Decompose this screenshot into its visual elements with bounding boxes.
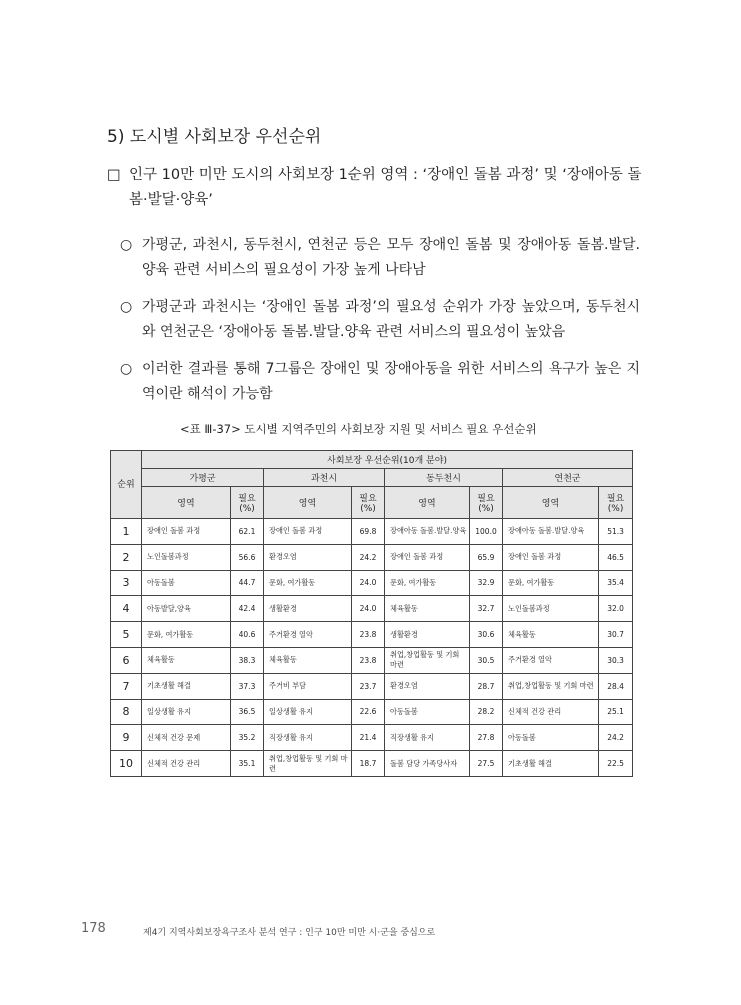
area-cell: 노인돌봄과정 [503,596,599,622]
value-cell: 27.8 [470,725,503,751]
section-title: 5) 도시별 사회보장 우선순위 [107,127,322,147]
area-cell: 장애인 돌봄 과정 [385,544,470,570]
area-cell: 아동돌봄 [385,699,470,725]
need-col-header: 필요 (%) [599,487,633,519]
area-cell: 문화, 여가활동 [385,570,470,596]
table-row [111,596,633,622]
value-cell: 28.7 [470,673,503,699]
area-cell: 아동돌봄 [503,725,599,751]
table-row [111,519,633,545]
area-col-header: 영역 [264,487,352,519]
value-cell: 51.3 [599,519,633,545]
group-header: 사회보장 우선순위(10개 분야) [142,451,633,469]
area-col-header: 영역 [385,487,470,519]
need-col-header: 필요 (%) [470,487,503,519]
sub-bullet-2 [120,295,640,345]
area-cell: 신체적 건강 관리 [503,699,599,725]
value-cell: 32.9 [470,570,503,596]
area-cell: 장애아동 돌봄.발달.양육 [503,519,599,545]
value-cell: 28.2 [470,699,503,725]
value-cell: 24.2 [352,544,385,570]
city-header-dongducheon: 동두천시 [385,469,503,487]
table-caption: <표 Ⅲ-37> 도시별 지역주민의 사회보장 지원 및 서비스 필요 우선순위 [180,422,537,436]
area-cell: 체육활동 [142,647,231,673]
area-cell: 체육활동 [264,647,352,673]
area-cell: 체육활동 [385,596,470,622]
area-cell: 문화, 여가활동 [142,622,231,648]
area-cell: 장애인 돌봄 과정 [503,544,599,570]
area-cell: 취업,창업활동 및 기회 마련 [385,647,470,673]
area-cell: 문화, 여가활동 [503,570,599,596]
area-cell: 장애인 돌봄 과정 [264,519,352,545]
area-cell: 직장생활 유지 [385,725,470,751]
rank-cell: 8 [111,699,142,725]
area-cell: 직장생활 유지 [264,725,352,751]
rank-cell: 7 [111,673,142,699]
area-cell: 일상생활 유지 [142,699,231,725]
table-row [111,544,633,570]
table-row [111,751,633,777]
value-cell: 56.6 [231,544,264,570]
value-cell: 37.3 [231,673,264,699]
value-cell: 30.7 [599,622,633,648]
circle-bullet-icon: ○ [120,299,133,315]
table-row [111,699,633,725]
area-col-header: 영역 [142,487,231,519]
sub-bullet-text: 가평군과 과천시는 ‘장애인 돌봄 과정’의 필요성 순위가 가장 높았으며, 동두천시와 연천군은 ‘장애아동 돌봄.발달.양육 관련 서비스의 필요성이 높았음 [142,299,640,340]
rank-cell: 1 [111,519,142,545]
value-cell: 65.9 [470,544,503,570]
sub-bullet-1 [120,233,640,283]
value-cell: 62.1 [231,519,264,545]
area-cell: 생활환경 [385,622,470,648]
value-cell: 21.4 [352,725,385,751]
value-cell: 25.1 [599,699,633,725]
value-cell: 30.5 [470,647,503,673]
table-row [111,673,633,699]
area-cell: 돌봄 담당 가족당사자 [385,751,470,777]
table-row [111,647,633,673]
value-cell: 23.7 [352,673,385,699]
area-cell: 기초생활 해결 [503,751,599,777]
page-number: 178 [81,921,106,936]
rank-cell: 4 [111,596,142,622]
need-col-header: 필요 (%) [231,487,264,519]
rank-header: 순위 [111,451,142,519]
area-cell: 일상생활 유지 [264,699,352,725]
value-cell: 46.5 [599,544,633,570]
value-cell: 35.4 [599,570,633,596]
main-bullet [107,163,647,213]
value-cell: 35.1 [231,751,264,777]
rank-cell: 2 [111,544,142,570]
area-cell: 아동돌봄 [142,570,231,596]
value-cell: 30.6 [470,622,503,648]
value-cell: 40.6 [231,622,264,648]
need-col-header: 필요 (%) [352,487,385,519]
area-cell: 신체적 건강 관리 [142,751,231,777]
area-cell: 장애인 돌봄 과정 [142,519,231,545]
area-col-header: 영역 [503,487,599,519]
value-cell: 32.7 [470,596,503,622]
rank-cell: 6 [111,647,142,673]
value-cell: 35.2 [231,725,264,751]
sub-bullet-3 [120,357,640,407]
value-cell: 69.8 [352,519,385,545]
area-cell: 취업,창업활동 및 기회 마련 [264,751,352,777]
value-cell: 23.8 [352,647,385,673]
value-cell: 27.5 [470,751,503,777]
value-cell: 38.3 [231,647,264,673]
value-cell: 28.4 [599,673,633,699]
value-cell: 100.0 [470,519,503,545]
priority-table [110,450,633,777]
area-cell: 주거비 부담 [264,673,352,699]
value-cell: 42.4 [231,596,264,622]
city-header-yeoncheon: 연천군 [503,469,633,487]
area-cell: 생활환경 [264,596,352,622]
value-cell: 18.7 [352,751,385,777]
value-cell: 44.7 [231,570,264,596]
value-cell: 23.8 [352,622,385,648]
area-cell: 취업,창업활동 및 기회 마련 [503,673,599,699]
running-footer: 제4기 지역사회보장욕구조사 분석 연구 : 인구 10만 미만 시·군을 중심으로 [143,928,436,938]
rank-cell: 10 [111,751,142,777]
value-cell: 32.0 [599,596,633,622]
area-cell: 주거환경 열악 [503,647,599,673]
value-cell: 22.6 [352,699,385,725]
area-cell: 노인돌봄과정 [142,544,231,570]
table-row [111,622,633,648]
value-cell: 24.0 [352,570,385,596]
area-cell: 아동발달,양육 [142,596,231,622]
value-cell: 30.3 [599,647,633,673]
sub-bullet-text: 가평군, 과천시, 동두천시, 연천군 등은 모두 장애인 돌봄 및 장애아동 돌봄.발달.양육 관련 서비스의 필요성이 가장 높게 나타남 [142,237,640,278]
sub-bullet-text: 이러한 결과를 통해 7그룹은 장애인 및 장애아동을 위한 서비스의 욕구가 높은 지역이란 해석이 가능함 [142,361,640,402]
rank-cell: 3 [111,570,142,596]
area-cell: 문화, 여가활동 [264,570,352,596]
area-cell: 기초생활 해결 [142,673,231,699]
area-cell: 장애아동 돌봄.발달.양육 [385,519,470,545]
square-bullet-icon: □ [107,167,121,183]
main-bullet-text: 인구 10만 미만 도시의 사회보장 1순위 영역 : ‘장애인 돌봄 과정’ 및 ‘장애아동 돌봄·발달·양육’ [129,167,642,208]
circle-bullet-icon: ○ [120,237,133,253]
area-cell: 환경오염 [264,544,352,570]
value-cell: 24.2 [599,725,633,751]
area-cell: 환경오염 [385,673,470,699]
area-cell: 주거환경 열악 [264,622,352,648]
area-cell: 체육활동 [503,622,599,648]
table-row [111,570,633,596]
value-cell: 36.5 [231,699,264,725]
rank-cell: 9 [111,725,142,751]
city-header-gapyeong: 가평군 [142,469,264,487]
value-cell: 22.5 [599,751,633,777]
value-cell: 24.0 [352,596,385,622]
circle-bullet-icon: ○ [120,361,133,377]
city-header-gwacheon: 과천시 [264,469,385,487]
area-cell: 신체적 건강 문제 [142,725,231,751]
rank-cell: 5 [111,622,142,648]
table-row [111,725,633,751]
